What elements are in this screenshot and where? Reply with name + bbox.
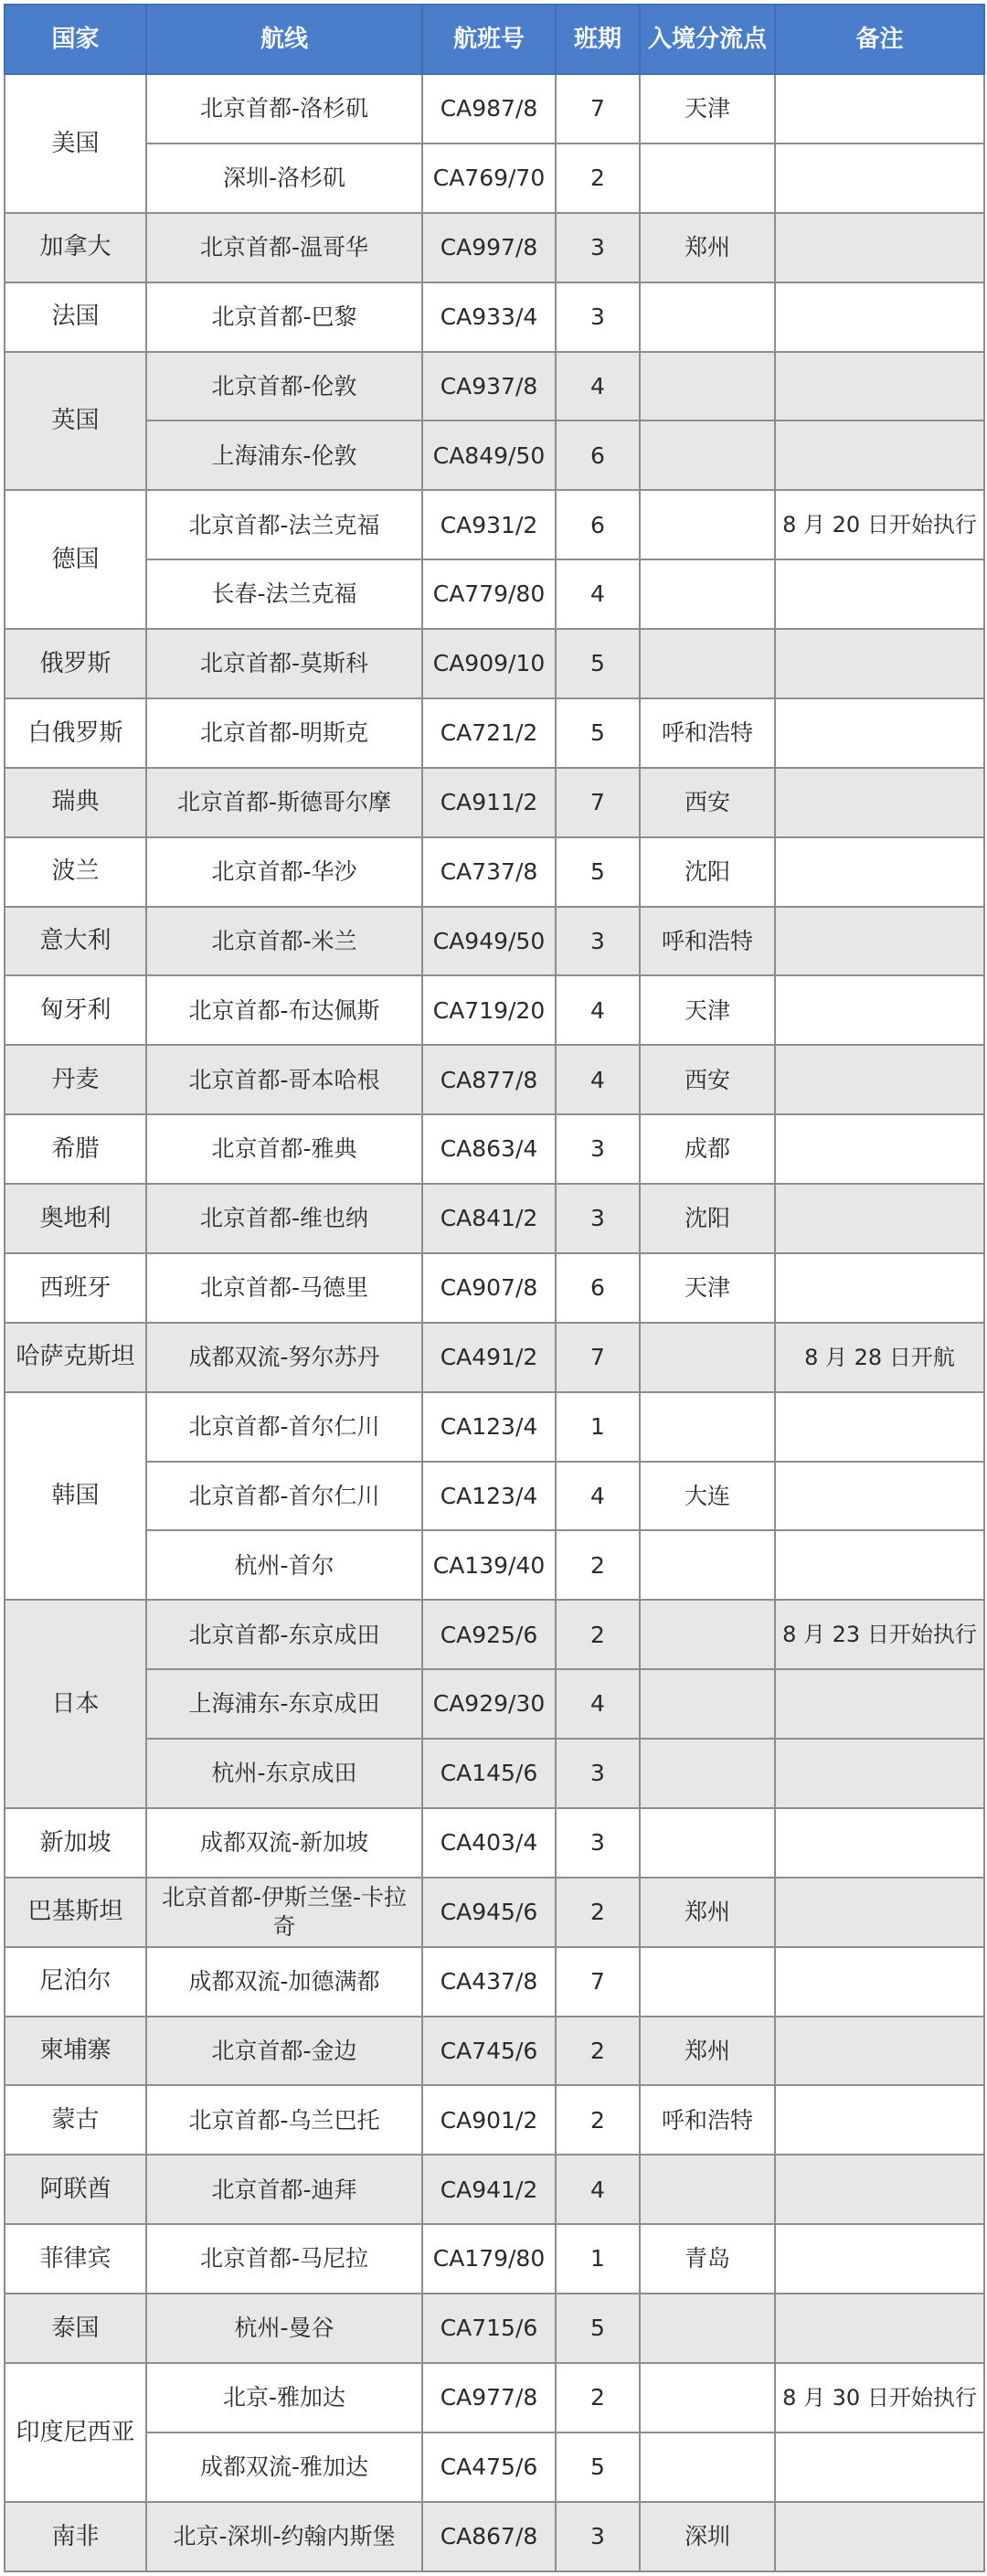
cell-note — [775, 1184, 984, 1253]
table-row — [5, 1530, 984, 1600]
cell-country: 新加坡 — [5, 1808, 146, 1878]
cell-flight-number: CA911/2 — [422, 768, 556, 837]
table-row — [5, 1184, 984, 1253]
cell-flight-number: CA863/4 — [422, 1114, 556, 1184]
cell-country: 德国 — [5, 490, 146, 629]
cell-note — [775, 352, 984, 421]
cell-entry-point: 青岛 — [640, 2224, 775, 2294]
cell-note — [775, 1253, 984, 1323]
cell-route: 北京首都-首尔仁川 — [146, 1392, 422, 1462]
cell-country: 南非 — [5, 2502, 146, 2571]
table-row — [5, 1253, 984, 1323]
cell-frequency: 2 — [556, 144, 640, 213]
cell-entry-point — [640, 1947, 775, 2017]
cell-note: 8 月 20 日开始执行 — [775, 490, 984, 559]
table-row — [5, 2294, 984, 2363]
header-row — [5, 5, 984, 74]
table-row — [5, 1392, 984, 1462]
cell-entry-point: 沈阳 — [640, 837, 775, 907]
table-row — [5, 1600, 984, 1669]
cell-note: 8 月 28 日开航 — [775, 1323, 984, 1392]
cell-route: 北京首都-乌兰巴托 — [146, 2085, 422, 2155]
cell-entry-point — [640, 629, 775, 698]
cell-note — [775, 2017, 984, 2086]
header-frequency: 班期 — [556, 5, 640, 74]
cell-note — [775, 1392, 984, 1462]
cell-route: 北京首都-维也纳 — [146, 1184, 422, 1253]
table-row — [5, 907, 984, 976]
cell-flight-number: CA867/8 — [422, 2502, 556, 2571]
cell-route: 成都双流-努尔苏丹 — [146, 1323, 422, 1392]
cell-frequency: 6 — [556, 490, 640, 559]
cell-flight-number: CA123/4 — [422, 1462, 556, 1531]
cell-frequency: 5 — [556, 698, 640, 768]
cell-flight-number: CA475/6 — [422, 2432, 556, 2502]
cell-route: 北京首都-布达佩斯 — [146, 975, 422, 1045]
cell-country: 匈牙利 — [5, 975, 146, 1045]
cell-flight-number: CA925/6 — [422, 1600, 556, 1669]
cell-frequency: 7 — [556, 768, 640, 837]
header-flight-number: 航班号 — [422, 5, 556, 74]
cell-entry-point — [640, 2155, 775, 2224]
cell-route: 北京首都-斯德哥尔摩 — [146, 768, 422, 837]
cell-flight-number: CA997/8 — [422, 213, 556, 282]
cell-note — [775, 2085, 984, 2155]
cell-route: 上海浦东-伦敦 — [146, 420, 422, 490]
cell-country: 蒙古 — [5, 2085, 146, 2155]
cell-flight-number: CA779/80 — [422, 559, 556, 629]
flight-schedule-table-wrapper — [4, 4, 983, 2572]
cell-flight-number: CA931/2 — [422, 490, 556, 559]
cell-frequency: 3 — [556, 1114, 640, 1184]
table-row — [5, 2085, 984, 2155]
table-row — [5, 1462, 984, 1531]
cell-country: 泰国 — [5, 2294, 146, 2363]
table-row — [5, 698, 984, 768]
cell-flight-number: CA901/2 — [422, 2085, 556, 2155]
cell-frequency: 3 — [556, 213, 640, 282]
cell-frequency: 3 — [556, 1184, 640, 1253]
cell-route: 北京首都-米兰 — [146, 907, 422, 976]
cell-flight-number: CA737/8 — [422, 837, 556, 907]
cell-note — [775, 144, 984, 213]
table-row — [5, 837, 984, 907]
cell-route: 杭州-曼谷 — [146, 2294, 422, 2363]
table-row — [5, 1045, 984, 1114]
cell-frequency: 5 — [556, 629, 640, 698]
cell-country: 奥地利 — [5, 1184, 146, 1253]
cell-note — [775, 2224, 984, 2294]
cell-entry-point — [640, 282, 775, 352]
cell-entry-point: 西安 — [640, 768, 775, 837]
cell-route: 北京首都-华沙 — [146, 837, 422, 907]
cell-route: 北京首都-洛杉矶 — [146, 74, 422, 144]
table-row — [5, 2502, 984, 2571]
cell-country: 韩国 — [5, 1392, 146, 1601]
cell-flight-number: CA945/6 — [422, 1878, 556, 1947]
table-row — [5, 213, 984, 282]
cell-country: 哈萨克斯坦 — [5, 1323, 146, 1392]
cell-country: 波兰 — [5, 837, 146, 907]
cell-note — [775, 698, 984, 768]
table-row — [5, 1669, 984, 1739]
cell-route: 成都双流-新加坡 — [146, 1808, 422, 1878]
cell-note — [775, 74, 984, 144]
cell-entry-point: 郑州 — [640, 213, 775, 282]
cell-flight-number: CA987/8 — [422, 74, 556, 144]
cell-route: 杭州-东京成田 — [146, 1739, 422, 1808]
cell-note — [775, 1808, 984, 1878]
cell-frequency: 1 — [556, 1392, 640, 1462]
cell-entry-point — [640, 2294, 775, 2363]
cell-entry-point: 西安 — [640, 1045, 775, 1114]
cell-frequency: 3 — [556, 1739, 640, 1808]
cell-route: 北京首都-伊斯兰堡-卡拉奇 — [146, 1878, 422, 1947]
cell-route: 北京首都-马尼拉 — [146, 2224, 422, 2294]
table-row — [5, 629, 984, 698]
cell-flight-number: CA841/2 — [422, 1184, 556, 1253]
cell-country: 希腊 — [5, 1114, 146, 1184]
cell-frequency: 3 — [556, 282, 640, 352]
cell-frequency: 6 — [556, 1253, 640, 1323]
cell-note — [775, 1462, 984, 1531]
cell-entry-point: 郑州 — [640, 2017, 775, 2086]
cell-entry-point: 呼和浩特 — [640, 2085, 775, 2155]
cell-route: 北京首都-首尔仁川 — [146, 1462, 422, 1531]
cell-note — [775, 1669, 984, 1739]
cell-flight-number: CA719/20 — [422, 975, 556, 1045]
table-row — [5, 282, 984, 352]
cell-country: 巴基斯坦 — [5, 1878, 146, 1947]
flight-schedule-table — [4, 4, 985, 2572]
cell-route: 北京首都-金边 — [146, 2017, 422, 2086]
cell-flight-number: CA907/8 — [422, 1253, 556, 1323]
cell-frequency: 3 — [556, 907, 640, 976]
cell-note — [775, 1114, 984, 1184]
cell-note — [775, 2502, 984, 2571]
cell-country: 柬埔寨 — [5, 2017, 146, 2086]
cell-country: 白俄罗斯 — [5, 698, 146, 768]
table-row — [5, 1947, 984, 2017]
cell-flight-number: CA123/4 — [422, 1392, 556, 1462]
cell-note — [775, 1739, 984, 1808]
cell-route: 北京-深圳-约翰内斯堡 — [146, 2502, 422, 2571]
table-row — [5, 2432, 984, 2502]
cell-country: 印度尼西亚 — [5, 2363, 146, 2502]
cell-frequency: 7 — [556, 74, 640, 144]
cell-route: 北京首都-东京成田 — [146, 1600, 422, 1669]
cell-route: 北京首都-法兰克福 — [146, 490, 422, 559]
table-row — [5, 74, 984, 144]
cell-frequency: 4 — [556, 352, 640, 421]
cell-flight-number: CA977/8 — [422, 2363, 556, 2432]
cell-flight-number: CA877/8 — [422, 1045, 556, 1114]
cell-flight-number: CA937/8 — [422, 352, 556, 421]
cell-frequency: 5 — [556, 837, 640, 907]
cell-entry-point — [640, 1530, 775, 1600]
cell-frequency: 2 — [556, 1600, 640, 1669]
cell-flight-number: CA849/50 — [422, 420, 556, 490]
cell-country: 俄罗斯 — [5, 629, 146, 698]
cell-note — [775, 420, 984, 490]
cell-frequency: 4 — [556, 975, 640, 1045]
cell-note — [775, 837, 984, 907]
cell-note — [775, 1947, 984, 2017]
header-country: 国家 — [5, 5, 146, 74]
cell-entry-point — [640, 420, 775, 490]
cell-country: 丹麦 — [5, 1045, 146, 1114]
cell-frequency: 1 — [556, 2224, 640, 2294]
cell-country: 意大利 — [5, 907, 146, 976]
cell-note — [775, 629, 984, 698]
cell-frequency: 2 — [556, 1530, 640, 1600]
table-row — [5, 2155, 984, 2224]
cell-entry-point: 沈阳 — [640, 1184, 775, 1253]
cell-frequency: 2 — [556, 2017, 640, 2086]
cell-country: 日本 — [5, 1600, 146, 1808]
table-row — [5, 768, 984, 837]
cell-frequency: 4 — [556, 1669, 640, 1739]
cell-entry-point — [640, 1392, 775, 1462]
cell-frequency: 2 — [556, 1878, 640, 1947]
header-route: 航线 — [146, 5, 422, 74]
cell-note — [775, 1045, 984, 1114]
cell-route: 北京首都-雅典 — [146, 1114, 422, 1184]
cell-flight-number: CA909/10 — [422, 629, 556, 698]
header-note: 备注 — [775, 5, 984, 74]
cell-frequency: 6 — [556, 420, 640, 490]
cell-flight-number: CA929/30 — [422, 1669, 556, 1739]
cell-flight-number: CA949/50 — [422, 907, 556, 976]
cell-country: 阿联酋 — [5, 2155, 146, 2224]
cell-country: 瑞典 — [5, 768, 146, 837]
cell-entry-point — [640, 1669, 775, 1739]
cell-entry-point — [640, 2363, 775, 2432]
cell-frequency: 5 — [556, 2432, 640, 2502]
cell-country: 加拿大 — [5, 213, 146, 282]
cell-entry-point — [640, 144, 775, 213]
cell-frequency: 2 — [556, 2085, 640, 2155]
cell-route: 北京首都-哥本哈根 — [146, 1045, 422, 1114]
cell-flight-number: CA769/70 — [422, 144, 556, 213]
cell-route: 上海浦东-东京成田 — [146, 1669, 422, 1739]
cell-route: 北京-雅加达 — [146, 2363, 422, 2432]
cell-note — [775, 2432, 984, 2502]
cell-route: 成都双流-雅加达 — [146, 2432, 422, 2502]
cell-entry-point: 郑州 — [640, 1878, 775, 1947]
cell-frequency: 5 — [556, 2294, 640, 2363]
cell-entry-point: 呼和浩特 — [640, 698, 775, 768]
table-row — [5, 490, 984, 559]
cell-entry-point: 深圳 — [640, 2502, 775, 2571]
cell-flight-number: CA745/6 — [422, 2017, 556, 2086]
cell-route: 北京首都-迪拜 — [146, 2155, 422, 2224]
table-row — [5, 559, 984, 629]
cell-route: 北京首都-莫斯科 — [146, 629, 422, 698]
cell-entry-point — [640, 559, 775, 629]
cell-route: 北京首都-温哥华 — [146, 213, 422, 282]
cell-entry-point: 大连 — [640, 1462, 775, 1531]
cell-note — [775, 213, 984, 282]
table-row — [5, 1878, 984, 1947]
cell-entry-point — [640, 1739, 775, 1808]
cell-route: 长春-法兰克福 — [146, 559, 422, 629]
table-row — [5, 1808, 984, 1878]
cell-note — [775, 559, 984, 629]
cell-note — [775, 282, 984, 352]
cell-flight-number: CA179/80 — [422, 2224, 556, 2294]
table-row — [5, 2017, 984, 2086]
cell-flight-number: CA437/8 — [422, 1947, 556, 2017]
cell-route: 北京首都-巴黎 — [146, 282, 422, 352]
cell-country: 尼泊尔 — [5, 1947, 146, 2017]
cell-route: 北京首都-伦敦 — [146, 352, 422, 421]
cell-route: 北京首都-明斯克 — [146, 698, 422, 768]
cell-flight-number: CA933/4 — [422, 282, 556, 352]
cell-route: 深圳-洛杉矶 — [146, 144, 422, 213]
table-row — [5, 2363, 984, 2432]
cell-note — [775, 2155, 984, 2224]
cell-frequency: 4 — [556, 2155, 640, 2224]
table-body — [5, 74, 984, 2571]
cell-country: 法国 — [5, 282, 146, 352]
cell-country: 菲律宾 — [5, 2224, 146, 2294]
cell-country: 英国 — [5, 352, 146, 491]
table-row — [5, 352, 984, 421]
cell-entry-point: 天津 — [640, 1253, 775, 1323]
cell-note — [775, 1530, 984, 1600]
cell-note — [775, 907, 984, 976]
cell-entry-point: 成都 — [640, 1114, 775, 1184]
cell-frequency: 4 — [556, 559, 640, 629]
cell-entry-point: 天津 — [640, 975, 775, 1045]
cell-flight-number: CA403/4 — [422, 1808, 556, 1878]
cell-entry-point: 天津 — [640, 74, 775, 144]
cell-entry-point — [640, 490, 775, 559]
table-row — [5, 420, 984, 490]
cell-note — [775, 2294, 984, 2363]
cell-entry-point — [640, 2432, 775, 2502]
cell-route: 杭州-首尔 — [146, 1530, 422, 1600]
cell-flight-number: CA145/6 — [422, 1739, 556, 1808]
cell-entry-point — [640, 1600, 775, 1669]
header-entry-point: 入境分流点 — [640, 5, 775, 74]
cell-entry-point — [640, 1808, 775, 1878]
cell-note — [775, 768, 984, 837]
table-row — [5, 1739, 984, 1808]
cell-flight-number: CA941/2 — [422, 2155, 556, 2224]
cell-frequency: 3 — [556, 2502, 640, 2571]
cell-frequency: 4 — [556, 1462, 640, 1531]
cell-note — [775, 1878, 984, 1947]
table-row — [5, 2224, 984, 2294]
cell-flight-number: CA139/40 — [422, 1530, 556, 1600]
cell-note — [775, 975, 984, 1045]
cell-frequency: 3 — [556, 1808, 640, 1878]
cell-route: 成都双流-加德满都 — [146, 1947, 422, 2017]
cell-frequency: 7 — [556, 1947, 640, 2017]
cell-note: 8 月 23 日开始执行 — [775, 1600, 984, 1669]
cell-entry-point — [640, 1323, 775, 1392]
cell-country: 美国 — [5, 74, 146, 213]
table-row — [5, 144, 984, 213]
table-row — [5, 1323, 984, 1392]
table-row — [5, 975, 984, 1045]
cell-frequency: 4 — [556, 1045, 640, 1114]
cell-frequency: 2 — [556, 2363, 640, 2432]
cell-frequency: 7 — [556, 1323, 640, 1392]
cell-entry-point — [640, 352, 775, 421]
cell-flight-number: CA491/2 — [422, 1323, 556, 1392]
cell-country: 西班牙 — [5, 1253, 146, 1323]
cell-entry-point: 呼和浩特 — [640, 907, 775, 976]
cell-note: 8 月 30 日开始执行 — [775, 2363, 984, 2432]
cell-flight-number: CA721/2 — [422, 698, 556, 768]
cell-flight-number: CA715/6 — [422, 2294, 556, 2363]
table-row — [5, 1114, 984, 1184]
cell-route: 北京首都-马德里 — [146, 1253, 422, 1323]
